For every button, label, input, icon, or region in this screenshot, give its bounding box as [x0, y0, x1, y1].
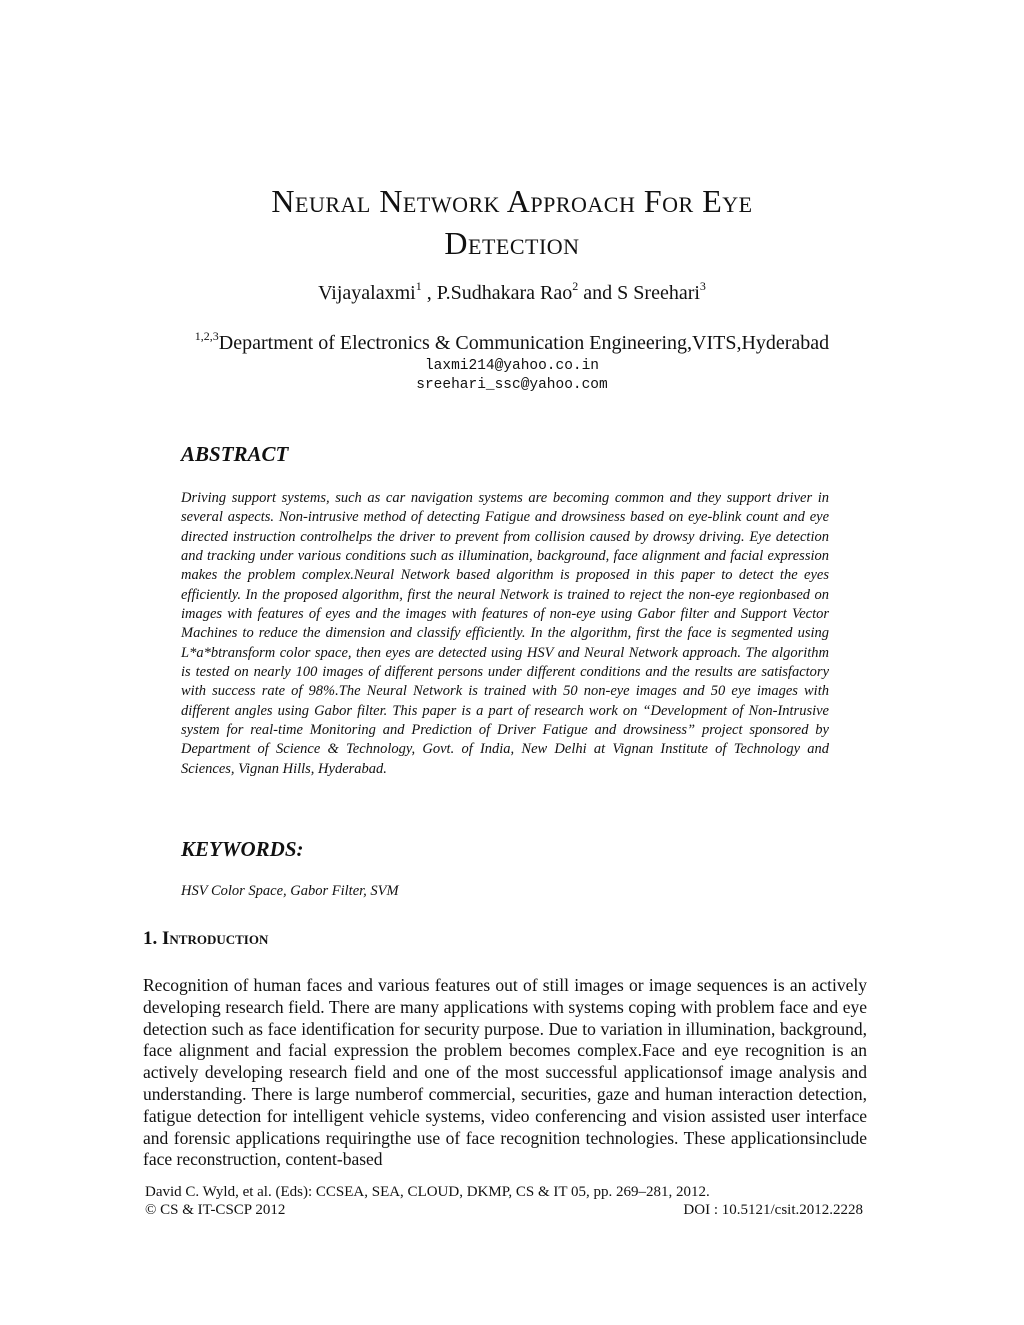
affiliation — [120, 329, 904, 355]
affiliation-text: Department of Electronics & Communication Engineering,VITS,Hyderabad — [218, 332, 830, 354]
abstract-body: Driving support systems, such as car navigation systems are becoming common and they support driver in several aspects. Non-intrusive method of detecting Fatigue and drowsiness based on eye-blink count and eye directed instruction controlhelps the driver to prevent from collision caused by drowsy driving. Eye detection and tracking under various conditions such as illumination, background, face alignment and facial expression makes the problem complex.Neural Network based algorithm is proposed in this paper to detect the eyes efficiently. In the proposed algorithm, first the neural Network is trained to reject the non-eye regionbased on images with features of eyes and the images with features of non-eye using Gabor filter and Support Vector Machines to reduce the dimension and classify efficiently. In the algorithm, first the face is segmented using L*a*btransform color space, then eyes are detected using HSV and Neural Network approach. The algorithm is tested on nearly 100 images of different persons under different conditions and the results are satisfactory with success rate of 98%.The Neural Network is trained with 50 non-eye images and 50 eye images with different angles using Gabor filter. This paper is a part of research work on “Development of Non-Intrusive system for real-time Monitoring and Prediction of Driver Fatigue and drowsiness” project sponsored by Department of Science & Technology, Govt. of India, New Delhi at Vignan Institute of Technology and Sciences, Vignan Hills, Hyderabad. — [181, 490, 829, 777]
footer-copyright: © CS & IT-CSCP 2012 — [145, 1202, 286, 1218]
keywords-heading: KEYWORDS: — [181, 837, 304, 861]
author-separator: and — [578, 282, 618, 304]
introduction-body: Recognition of human faces and various features out of still images or image sequences is an actively developing research field. There are many applications with systems coping with problem face and eye detection such as face identification for security purpose. Due to variation in illumination, background, face alignment and facial expression the problem becomes complex.Face and eye recognition is an actively developing research field and one of the most successful applicationsof image analysis and understanding. There is large numberof commercial, securities, gaze and human interaction detection, fatigue detection for intelligent vehicle systems, video conferencing and vision assisted user interface and forensic applications requiringthe use of face recognition technologies. These applicationsinclude face reconstruction, content-based — [143, 975, 867, 1170]
author-email: sreehari_ssc@yahoo.com — [416, 377, 608, 393]
footer-citation: David C. Wyld, et al. (Eds): CCSEA, SEA, CLOUD, DKMP, CS & IT 05, pp. 269–281, 2012. — [145, 1184, 710, 1200]
author-list — [120, 279, 904, 305]
author-superscript: 2 — [572, 279, 579, 293]
keywords-body: HSV Color Space, Gabor Filter, SVM — [181, 883, 399, 899]
introduction-heading: 1. Introduction — [143, 928, 269, 949]
title-line-2: Detection — [444, 225, 580, 261]
abstract-heading: ABSTRACT — [181, 442, 289, 466]
author-superscript: 3 — [699, 279, 706, 293]
author-superscript: 1 — [415, 279, 422, 293]
author-email: laxmi214@yahoo.co.in — [424, 358, 600, 374]
author-separator: , — [421, 282, 437, 304]
author-name: Vijayalaxmi — [318, 282, 416, 304]
title-line-1: Neural Network Approach For Eye — [271, 183, 753, 219]
affiliation-superscript: 1,2,3 — [194, 329, 219, 343]
footer-doi: DOI : 10.5121/csit.2012.2228 — [683, 1202, 863, 1218]
paper-title — [120, 180, 904, 264]
author-name: S Sreehari — [617, 282, 700, 304]
author-name: P.Sudhakara Rao — [436, 282, 573, 304]
